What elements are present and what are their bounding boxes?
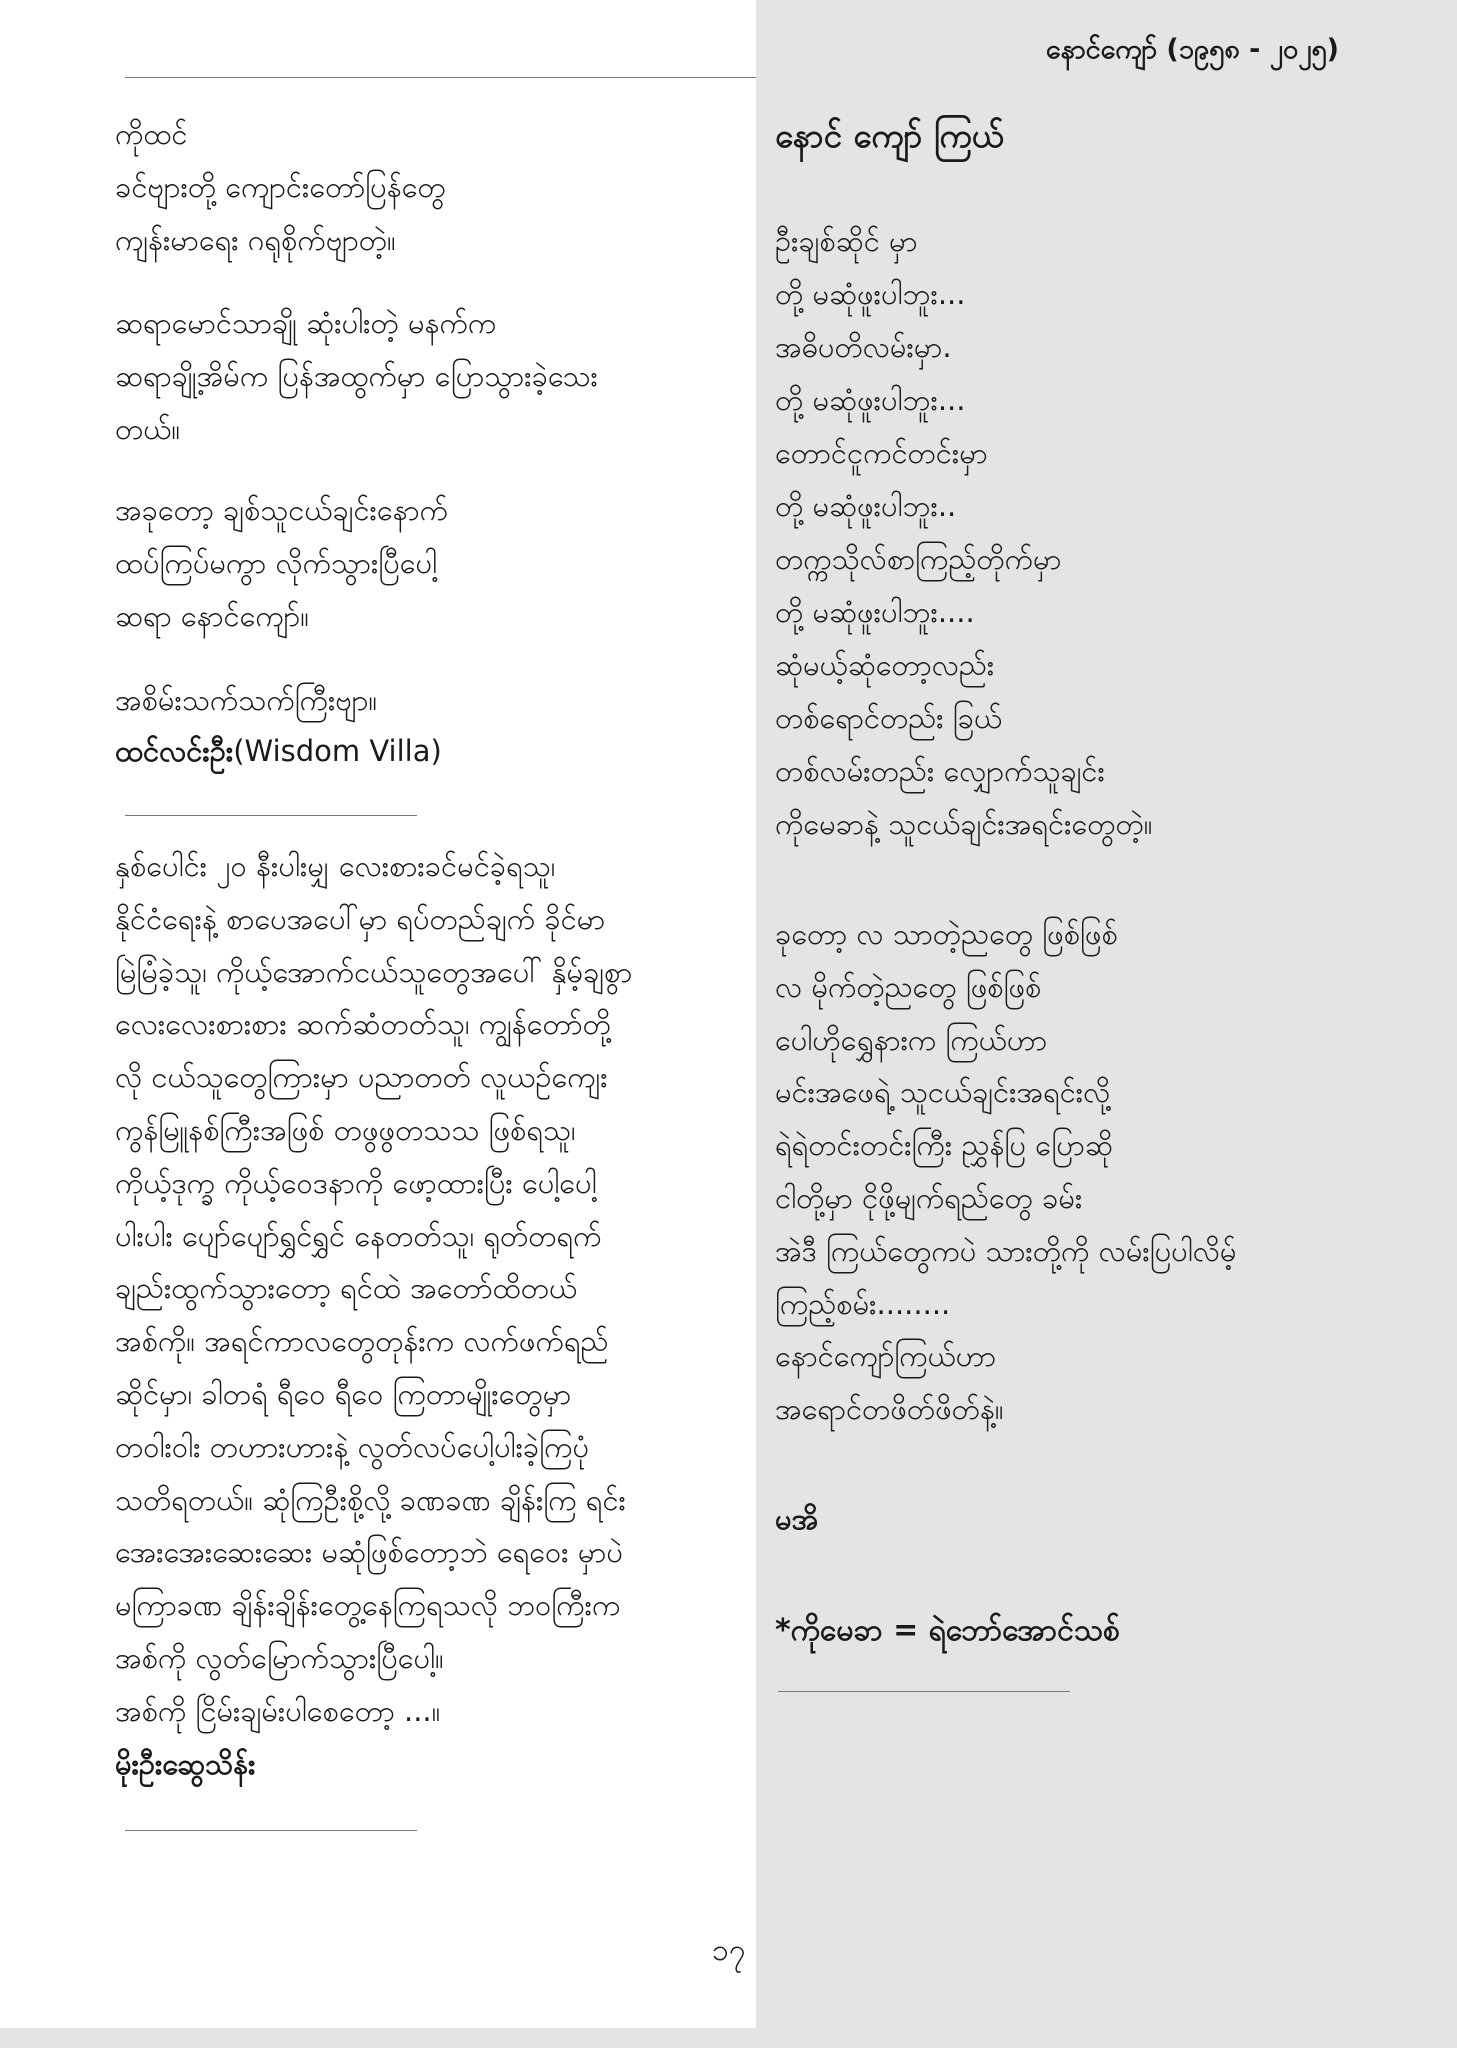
section-divider — [125, 815, 417, 816]
text-line: ဆိုင်မှာ၊ ခါတရံ ရီဝေ ရီဝေ ကြတာမျိုးတွေမှာ — [115, 1376, 572, 1411]
poem-title: နောင် ကျော် ကြယ် — [775, 116, 1004, 155]
section-divider — [125, 1830, 417, 1831]
header-rule — [125, 77, 756, 78]
text-line: ချည်းထွက်သွားတော့ ရင်ထဲ အတော်ထိတယ် — [115, 1271, 578, 1306]
text-line: အစိမ်းသက်သက်ကြီးဗျာ။ — [115, 683, 378, 717]
poem-line: ပေါဟိုရွှေနားက ကြယ်ဟာ — [775, 1022, 1048, 1057]
poem-line: တစ်လမ်းတည်း လျှောက်သူချင်း — [775, 754, 1105, 788]
signature-wisdom-villa — [115, 725, 442, 778]
poem-line: တို့ မဆုံဖူးပါဘူး.. — [775, 489, 957, 523]
poem-line: မင်းအဖေရဲ့ သူငယ်ချင်းအရင်းလို့ — [775, 1075, 1111, 1110]
left-paragraph-3 — [115, 484, 448, 643]
text-line: ဆရာ နောင်ကျော်။ — [115, 599, 310, 633]
page-number: ၁၇ — [712, 1933, 746, 1968]
text-line: အစ်ကို။ အရင်ကာလတွေတုန်းက လက်ဖက်ရည် — [115, 1324, 609, 1359]
poem-line: တို့ မဆုံဖူးပါဘူး... — [775, 277, 966, 311]
poem-footnote: *ကိုမေခာ = ရဲဘော်အောင်သစ် — [775, 1613, 1120, 1648]
text-line: ဆရာချို့အိမ်က ပြန်အထွက်မှာ ပြောသွားခဲ့သေး — [115, 359, 598, 393]
text-line: တဝါးဝါး တဟားဟားနဲ့ လွတ်လပ်ပေါ့ပါးခဲ့ကြပုံ — [115, 1429, 590, 1464]
poem-line: ဦးချစ်ဆိုင် မှာ — [775, 224, 918, 258]
text-line: အစ်ကို ငြိမ်းချမ်းပါစေတော့ ...။ — [115, 1693, 441, 1728]
text-line: ပါးပါး ပျော်ပျော်ရွှင်ရွှင် နေတတ်သူ၊ ရုတ်တရက် — [115, 1218, 602, 1253]
poem-line: ခုတော့ လ သာတဲ့ညတွေ ဖြစ်ဖြစ် — [775, 917, 1118, 951]
poem-stanza-1 — [775, 215, 1153, 851]
left-paragraph-4 — [115, 674, 377, 727]
poem-stanza-2 — [775, 908, 1236, 1436]
signature-suffix: (Wisdom Villa) — [233, 734, 442, 768]
text-line: ဆရာမောင်သာချို ဆုံးပါးတဲ့ မနက်က — [115, 306, 497, 340]
footnote-divider — [778, 1691, 1070, 1692]
poem-line: အရောင်တဖိတ်ဖိတ်နဲ့။ — [775, 1392, 1004, 1427]
text-line: လေးလေးစားစား ဆက်ဆံတတ်သူ၊ ကျွန်တော်တို့ — [115, 1007, 611, 1042]
text-line: ထပ်ကြပ်မကွာ လိုက်သွားပြီပေါ့ — [115, 546, 438, 580]
text-line: ကိုထင် — [115, 117, 188, 151]
text-line: သတိရတယ်။ ဆုံကြဦးစို့လို့ ခဏခဏ ချိန်းကြ ရင်း — [115, 1482, 626, 1517]
poem-line: လ မိုက်တဲ့ညတွေ ဖြစ်ဖြစ် — [775, 969, 1042, 1004]
text-line: မကြာခဏ ချိန်းချိန်းတွေ့နေကြရသလို ဘဝကြီးက — [115, 1588, 621, 1623]
text-line: အခုတော့ ချစ်သူငယ်ချင်းနောက် — [115, 493, 448, 527]
poem-line: ရဲရဲတင်းတင်းကြီး ညွှန်ပြ ပြောဆို — [775, 1128, 1113, 1163]
poem-signature: မအိ — [775, 1502, 819, 1536]
left-paragraph-1 — [115, 108, 446, 267]
poem-line: တို့ မဆုံဖူးပါဘူး.... — [775, 595, 975, 629]
text-line: အစ်ကို လွတ်မြောက်သွားပြီပေါ့။ — [115, 1640, 444, 1675]
text-line: ကိုယ့်ဒုက္ခ ကိုယ့်ဝေဒနာကို ဖော့ထားပြီး ပေါ့ပေါ့ — [115, 1165, 597, 1200]
signature-moe-oo-swe-thein: မိုးဦးဆွေသိန်း — [115, 1746, 256, 1781]
text-line: နှစ်ပေါင်း ၂၀ နီးပါးမျှ လေးစားခင်မင်ခဲ့ရသူ၊ — [115, 849, 556, 883]
poem-line: တက္ကသိုလ်စာကြည့်တိုက်မှာ — [775, 542, 1062, 576]
poem-line: နောင်ကျော်ကြယ်ဟာ — [775, 1339, 997, 1374]
running-header: နောင်ကျော် (၁၉၅၈ - ၂၀၂၅) — [1045, 34, 1339, 65]
left-paragraph-2 — [115, 297, 598, 456]
poem-line: အဓိပတိလမ်းမှာ. — [775, 330, 952, 364]
poem-line: အဲဒီ ကြယ်တွေကပဲ သားတို့ကို လမ်းပြပါလိမ့် — [775, 1233, 1237, 1268]
text-line: ကျန်းမာရေး ဂရုစိုက်ဗျာတဲ့။ — [115, 223, 396, 257]
text-line: အေးအေးဆေးဆေး မဆုံဖြစ်တော့ဘဲ ရေဝေး မှာပဲ — [115, 1535, 623, 1570]
poem-line: ဆုံမယ့်ဆုံတော့လည်း — [775, 648, 995, 682]
poem-line: ကြည့်စမ်း........ — [775, 1286, 951, 1321]
text-line: နိုင်ငံရေးနဲ့ စာပေအပေါ်မှာ ရပ်တည်ချက် ခိုင်မာ — [115, 901, 606, 936]
signature-name: ထင်လင်းဦး — [115, 734, 234, 768]
poem-line: ငါတို့မှာ ငိုဖို့မျက်ရည်တွေ ခမ်း — [775, 1180, 1083, 1215]
poem-line: တောင်ငူကင်တင်းမှာ — [775, 436, 988, 470]
text-line: တယ်။ — [115, 412, 181, 446]
text-line: ခင်ဗျားတို့ ကျောင်းတော်ပြန်တွေ — [115, 170, 446, 204]
text-line: ကွန်မြူနစ်ကြီးအဖြစ် တဖွဖွတသသ ဖြစ်ရသူ၊ — [115, 1112, 576, 1147]
bottom-strip — [0, 2028, 756, 2048]
left-paragraph-5 — [115, 840, 632, 1790]
text-line: လို ငယ်သူတွေကြားမှာ ပညာတတ် လူယဉ်ကျေး — [115, 1060, 608, 1095]
poem-line: ကိုမေခာနဲ့ သူငယ်ချင်းအရင်းတွေတဲ့။ — [775, 807, 1153, 841]
poem-line: တို့ မဆုံဖူးပါဘူး... — [775, 383, 966, 417]
poem-line: တစ်ရောင်တည်း ခြယ် — [775, 701, 1003, 735]
text-line: မြဲမြံခဲ့သူ၊ ကိုယ့်အောက်ငယ်သူတွေအပေါ် နှိမ့်ချစွာ — [115, 954, 633, 989]
